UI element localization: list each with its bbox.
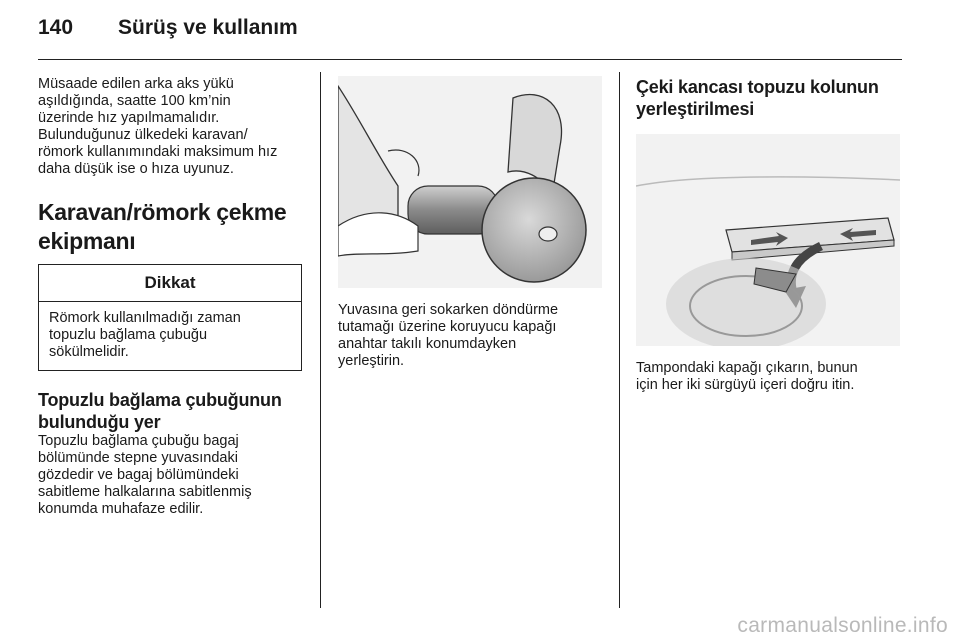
caution-title: Dikkat: [39, 265, 301, 302]
text-line: konumda muhafaze edilir.: [38, 501, 204, 517]
text-line: Tampondaki kapağı çıkarın, bunun: [636, 360, 858, 376]
text-line: üzerinde hız yapılmamalıdır.: [38, 110, 220, 126]
text-line: yerleştirin.: [338, 353, 405, 369]
tow-bar-fitting-heading: [636, 76, 902, 120]
protective-cap-caption: [338, 302, 602, 370]
text-line: sabitleme halkalarına sabitlenmiş: [38, 484, 252, 500]
column-right: [636, 76, 902, 394]
intro-paragraph: [38, 76, 308, 178]
illustration-protective-cap: [338, 76, 602, 288]
text-line: tutamağı üzerine koruyucu kapağı: [338, 319, 557, 335]
bumper-cover-caption: [636, 360, 902, 394]
bumper-cover-illustration-icon: [636, 134, 900, 346]
text-line: aşıldığında, saatte 100 km’nin: [38, 93, 231, 109]
heading-line: Çeki kancası topuzu kolunun: [636, 77, 879, 97]
text-line: gözdedir ve bagaj bölümündeki: [38, 467, 239, 483]
protective-cap-illustration-icon: [338, 76, 602, 288]
column-divider-left: [320, 72, 321, 608]
heading-line: Topuzlu bağlama çubuğunun: [38, 390, 282, 410]
column-divider-right: [619, 72, 620, 608]
text-line: bölümünde stepne yuvasındaki: [38, 450, 238, 466]
heading-line: yerleştirilmesi: [636, 99, 755, 119]
heading-line: bulunduğu yer: [38, 412, 161, 432]
heading-line: Karavan/römork çekme: [38, 199, 287, 225]
column-middle: [338, 76, 602, 370]
text-line: römork kullanımındaki maksimum hız: [38, 144, 278, 160]
text-line: topuzlu bağlama çubuğu: [49, 327, 208, 343]
heading-line: ekipmanı: [38, 228, 136, 254]
page-number: 140: [38, 16, 74, 39]
text-line: sökülmelidir.: [49, 344, 129, 360]
towing-equipment-heading: [38, 198, 308, 256]
text-line: Yuvasına geri sokarken döndürme: [338, 302, 559, 318]
text-line: daha düşük ise o hıza uyunuz.: [38, 161, 234, 177]
column-left: [38, 76, 308, 518]
text-line: Bulunduğunuz ülkedeki karavan/: [38, 127, 248, 143]
text-line: Müsaade edilen arka aks yükü: [38, 76, 234, 92]
header-rule: [38, 59, 902, 60]
text-line: Topuzlu bağlama çubuğu bagaj: [38, 433, 239, 449]
storage-location-heading: [38, 389, 308, 433]
illustration-bumper-cover: [636, 134, 900, 346]
text-line: Römork kullanılmadığı zaman: [49, 310, 241, 326]
text-line: anahtar takılı konumdayken: [338, 336, 517, 352]
watermark-site: carmanualsonline.info: [737, 614, 948, 637]
text-line: için her iki sürgüyü içeri doğru itin.: [636, 377, 855, 393]
caution-box: [38, 264, 302, 371]
storage-location-paragraph: [38, 433, 308, 518]
caution-text: [39, 302, 301, 370]
section-title: Sürüş ve kullanım: [118, 16, 298, 39]
